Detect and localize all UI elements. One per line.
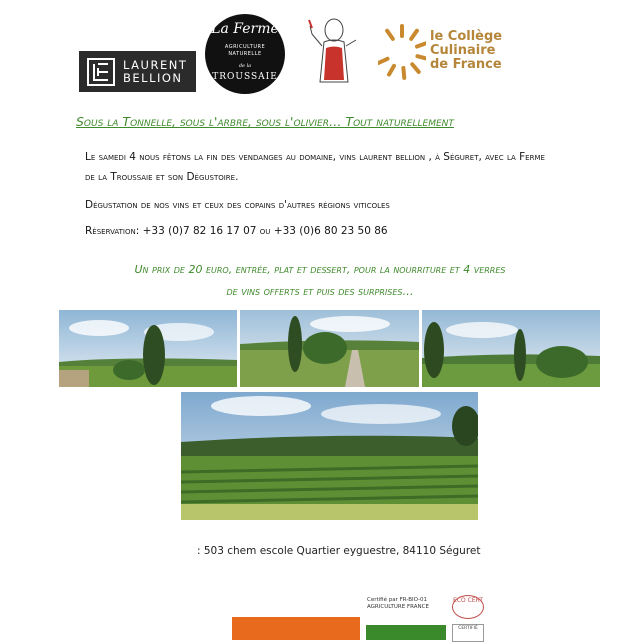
lb-logo-line1: LAURENT <box>123 57 188 72</box>
lb-logo-line2: BELLION <box>123 70 183 85</box>
cert-line-1: Certifié par FR-BIO-01 <box>367 597 428 603</box>
lb-monogram-icon <box>87 58 115 86</box>
offer-line-1: Un prix de 20 euro, entrée, plat et dessert, pour la nourriture et 4 verres <box>134 263 506 276</box>
vineyard-photo-1 <box>59 310 237 387</box>
offer-text <box>60 259 580 303</box>
green-label-badge <box>366 625 446 640</box>
flyer-title: Sous la Tonnelle, sous l'arbre, sous l'olivier… Tout naturellement <box>76 114 454 129</box>
ferme-troussaie-logo <box>205 14 285 94</box>
college-logo-line1: le Collège <box>430 29 503 44</box>
ferme-logo-name: TROUSSAIE <box>212 72 278 82</box>
college-logo-line2: Culinaire <box>430 43 496 58</box>
orange-label-badge <box>232 617 360 640</box>
offer-line-2: de vins offerts et puis des surprises… <box>226 285 414 298</box>
college-logo-line3: de France <box>430 57 502 72</box>
address-text: : 503 chem escole Quartier eyguestre, 84110 Séguret <box>197 545 481 557</box>
chef-caricature-icon <box>304 12 364 86</box>
certified-badge-label: CERTIFIÉ <box>458 626 478 631</box>
intro-text: Le samedi 4 nous fêtons la fin des vendanges au domaine, vins laurent bellion , à Séguret, avec la Ferme de la Troussaie et son Dégustoire. <box>85 151 545 183</box>
vineyard-photo-large <box>181 392 478 520</box>
tasting-text: Dégustation de nos vins et ceux des copains d'autres régions viticoles <box>85 199 390 211</box>
certification-text <box>367 597 429 611</box>
vineyard-photo-3 <box>422 310 600 387</box>
vineyard-photo-2 <box>240 310 419 387</box>
laurent-bellion-logo <box>79 51 196 92</box>
college-culinaire-logo <box>378 20 503 84</box>
reservation-text: Réservation: +33 (0)7 82 16 17 07 ou +33 (0)6 80 23 50 86 <box>85 225 388 237</box>
certified-badge <box>452 624 484 642</box>
cert-line-2: AGRICULTURE FRANCE <box>367 604 429 610</box>
college-sunburst-icon <box>378 22 426 82</box>
ecocert-logo: ECO CERT <box>452 595 484 619</box>
ferme-logo-subtitle: AGRICULTURE NATURELLE <box>224 44 266 57</box>
ferme-logo-de: de la <box>238 63 252 69</box>
ferme-logo-title: La Ferme <box>211 21 279 37</box>
